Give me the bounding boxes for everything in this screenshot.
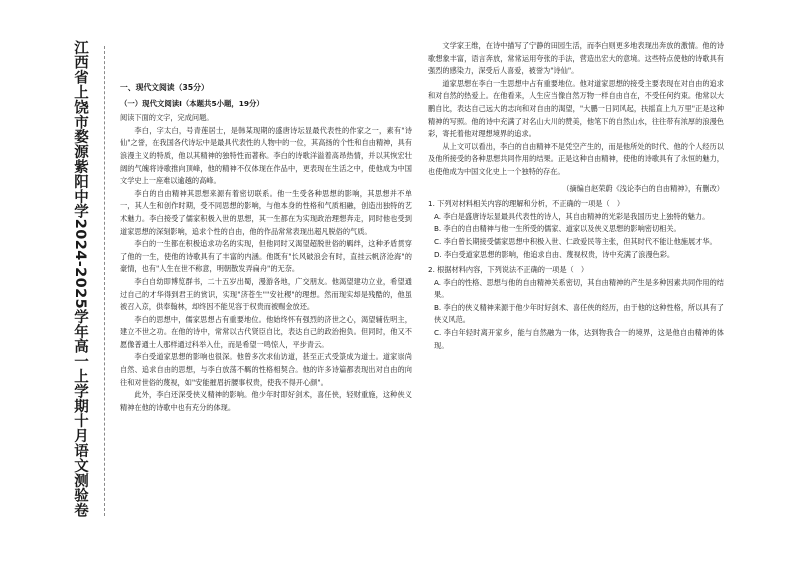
answer-option: B. 李白的侠义精神来源于他少年时好剑术、喜任侠的经历，由于他的这种性格，所以具有了侠义风范。 [434, 302, 724, 325]
question-stem: 1. 下列对材料相关内容的理解和分析，不正确的一项是（ ） [428, 199, 625, 209]
exam-title-column [70, 40, 92, 520]
passage-paragraph: 李白的自由精神其思想来源有着密切联系。他一生受各种思想的影响，其思想并不单一，其人生和创作时期，受不同思想的影响，与他本身的性格和气质相融，创造出独特的艺术魅力。李白接受了儒家积极入世的思想，其一生都在为实现政治理想奔走，同时他也受到道家思想的深刻影响，追求个性的自由，他的作品常常表现出超凡脱俗的气质。 [120, 188, 412, 236]
passage-paragraph: 李白的思想中，儒家思想占有重要地位。他始终怀有强烈的济世之心，渴望辅佐明主，建立不世之功。在他的诗中，常常以古代贤臣自比，表达自己的政治抱负。但同时，他又不愿像普通士人那样通过科举入仕，而是希望一鸣惊人，平步青云。 [120, 314, 412, 349]
passage-paragraph: 此外，李白还深受侠义精神的影响。他少年时即好剑术，喜任侠，轻财重施，这种侠义精神在他的诗歌中也有充分的体现。 [120, 390, 412, 412]
answer-option: B. 李白的自由精神与他一生所受的儒家、道家以及侠义思想的影响密切相关。 [434, 224, 681, 234]
answer-option: A. 李白是盛唐诗坛显最具代表性的诗人，其自由精神的光彩是我国历史上独特的魅力。 [434, 211, 710, 221]
binding-line [104, 46, 105, 516]
answer-option: C. 李白曾长期接受儒家思想中积极入世、仁政爱民等主张，但其时代不能让他施展才华。 [434, 236, 717, 246]
answer-option: C. 李白年轻时离开家乡，能与自然融为一体，达到物我合一的境界，这是他自由精神的体现。 [434, 328, 724, 350]
question-stem: 2. 根据材料内容，下列说法不正确的一项是（ ） [428, 265, 589, 275]
answer-option: D. 李白受道家思想的影响，他追求自由、蔑视权贵，诗中充满了浪漫色彩。 [434, 249, 675, 259]
passage-paragraph: 文学家王维，在诗中描写了宁静的田园生活，而李白则更多地表现出奔放的激情。他的诗歌想象丰富，语言奔放，常常运用夸张的手法，营造出宏大的意境。这些特点使他的诗歌具有强烈的感染力，深受后人喜爱，被誉为"诗仙"。 [428, 41, 724, 76]
section-heading: 一、现代文阅读（35分） [120, 83, 209, 92]
passage-paragraph: 李白自幼即博览群书，二十五岁出蜀，漫游各地，广交朋友。他渴望建功立业，希望通过自己的才华得到君王的赏识，实现"济苍生""安社稷"的理想。然而现实却是残酷的，他虽被召入京，供奉翰林，却终因不能见容于权贵而被赐金放还。 [120, 276, 412, 312]
subsection-heading: （一）现代文阅读Ⅰ（本题共5小题，19分） [120, 98, 264, 108]
left-column [120, 78, 412, 414]
passage-paragraph: 李白受道家思想的影响也很深。他曾多次求仙访道，甚至正式受箓成为道士。道家崇尚自然、追求自由的思想，与李白放荡不羁的性格相契合。他的许多诗篇都表现出对自由的向往和对世俗的蔑视，如"安能摧眉折腰事权贵，使我不得开心颜"。 [120, 352, 412, 387]
passage-paragraph: 李白，字太白，号青莲居士，是韩某现期的盛唐诗坛显最代表性的作家之一，素有"诗仙"之誉，在我国各代诗坛中是最具代表性的人物中的一位，其高扬的个性和自由精神，具有浪漫主义的特质，他以其精神的独特性而著称。李白的诗歌洋溢着高昂热情，并以其恢宏壮阔的气魄将诗歌推向顶峰，他的精神不仅体现在作品中，更表现在生活之中，使他成为中国文学史上一座难以逾越的高峰。 [120, 125, 412, 186]
passage-paragraph: 道家思想在李白一生思想中占有重要地位。他对道家思想的接受主要表现在对自由的追求和对自然的热爱上。在他看来，人生应当像自然万物一样自由自在，不受任何约束。他常以大鹏自比，表达自己远大的志向和对自由的渴望，"大鹏一日同风起，扶摇直上九万里"正是这种精神的写照。他的诗中充满了对名山大川的赞美，他笔下的自然山水，往往带有浓厚的浪漫色彩，寄托着他对理想境界的追求。 [428, 78, 724, 139]
answer-option: A. 李白的性格、思想与他的自由精神关系密切，其自由精神的产生是多种因素共同作用的结果。 [434, 277, 724, 300]
passage-paragraph: 从上文可以看出，李白的自由精神不是凭空产生的，而是他所处的时代、他的个人经历以及他所接受的各种思想共同作用的结果。正是这种自由精神，使他的诗歌具有了永恒的魅力，也使他成为中国文化史上一个独特的存在。 [428, 141, 724, 176]
right-column [428, 40, 724, 352]
source-citation: （摘编自赵荣蔚《浅论李白的自由精神》，有删改） [562, 183, 724, 193]
passage-paragraph: 李白的一生都在积极追求功名的实现，但他同时又渴望超脱世俗的羁绊，这种矛盾贯穿了他的一生，使他的诗歌具有了丰富的内涵。他既有"长风破浪会有时，直挂云帆济沧海"的豪情，也有"人生在世不称意，明朝散发弄扁舟"的无奈。 [120, 239, 412, 274]
instruction: 阅读下面的文字，完成问题。 [120, 113, 214, 123]
exam-title: 江西省上饶市婺源紫阳中学2024-2025学年高一上学期十月语文测验卷 [72, 40, 88, 518]
